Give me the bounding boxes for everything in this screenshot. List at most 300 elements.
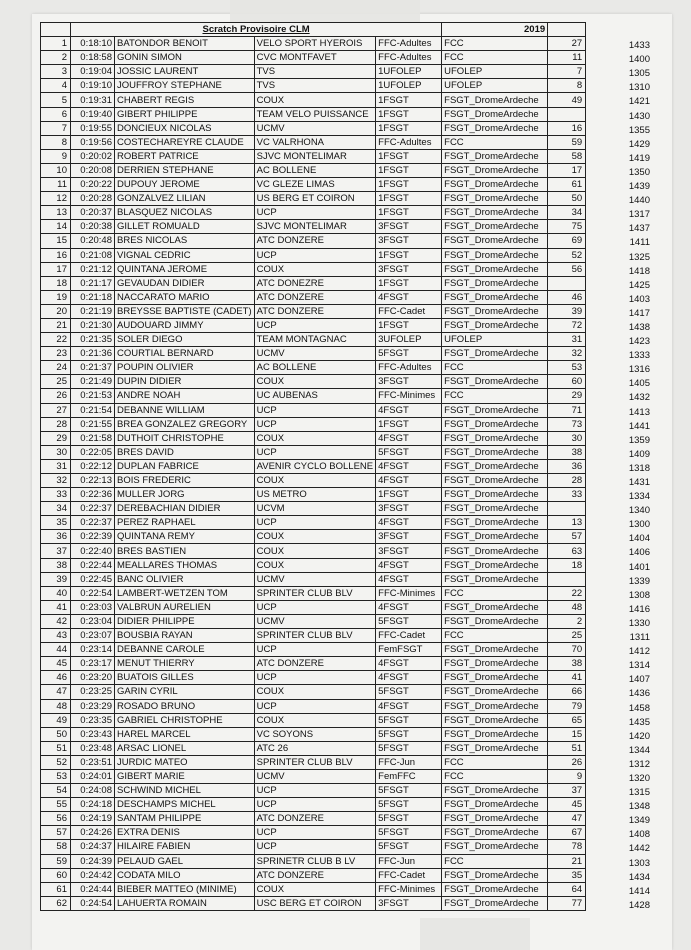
cell-time: 0:18:58 [71,51,115,65]
cell-club: UCP [254,516,376,530]
cell-name: PEREZ RAPHAEL [115,516,255,530]
cell-fed: FSGT_DromeArdeche [442,741,548,755]
cell-num: 72 [548,318,586,332]
cell-fed: UFOLEP [442,79,548,93]
cell-time: 0:24:08 [71,784,115,798]
cell-fed: FSGT_DromeArdeche [442,347,548,361]
side-number: 1349 [628,815,650,826]
cell-num: 2 [548,614,586,628]
cell-fed: FCC [442,854,548,868]
side-number: 1340 [628,505,650,516]
table-row [41,431,586,445]
table-row [41,798,586,812]
table-row [41,403,586,417]
cell-rank: 60 [41,868,71,882]
table-row [41,657,586,671]
cell-cat: 1FSGT [376,107,442,121]
side-number: 1305 [628,68,650,79]
side-number: 1317 [628,209,650,220]
side-number: 1350 [628,167,650,178]
cell-club: TEAM VELO PUISSANCE [254,107,376,121]
cell-name: JOSSIC LAURENT [115,65,255,79]
cell-fed: FSGT_DromeArdeche [442,643,548,657]
cell-time: 0:19:55 [71,121,115,135]
table-row [41,474,586,488]
table-row [41,671,586,685]
side-number: 1315 [628,787,650,798]
cell-rank: 27 [41,403,71,417]
table-row [41,685,586,699]
cell-club: UCP [254,206,376,220]
cell-time: 0:18:10 [71,37,115,51]
cell-rank: 57 [41,826,71,840]
cell-num: 11 [548,51,586,65]
cell-num: 60 [548,375,586,389]
cell-fed: FSGT_DromeArdeche [442,685,548,699]
cell-rank: 47 [41,685,71,699]
table-row [41,784,586,798]
table-row [41,37,586,51]
cell-time: 0:21:12 [71,262,115,276]
cell-time: 0:22:40 [71,544,115,558]
table-row [41,882,586,896]
cell-name: GILLET ROMUALD [115,220,255,234]
cell-fed: FSGT_DromeArdeche [442,840,548,854]
cell-name: GONIN SIMON [115,51,255,65]
cell-name: COURTIAL BERNARD [115,347,255,361]
cell-num: 26 [548,755,586,769]
cell-cat: FFC-Adultes [376,51,442,65]
cell-club: COUX [254,93,376,107]
table-row [41,389,586,403]
cell-cat: FFC-Minimes [376,389,442,403]
side-number: 1417 [628,308,650,319]
cell-club: UCP [254,643,376,657]
table-header-row [41,23,586,37]
cell-time: 0:19:31 [71,93,115,107]
cell-time: 0:23:20 [71,671,115,685]
cell-rank: 24 [41,361,71,375]
side-number: 1400 [628,54,650,65]
cell-num: 32 [548,347,586,361]
cell-name: SANTAM PHILIPPE [115,812,255,826]
side-number: 1334 [628,491,650,502]
cell-cat: 1FSGT [376,163,442,177]
cell-num: 57 [548,530,586,544]
cell-time: 0:23:03 [71,600,115,614]
cell-rank: 29 [41,431,71,445]
cell-cat: 4FSGT [376,657,442,671]
cell-num: 73 [548,417,586,431]
cell-club: SJVC MONTELIMAR [254,149,376,163]
cell-club: ATC DONZERE [254,657,376,671]
cell-rank: 33 [41,488,71,502]
table-row [41,121,586,135]
cell-name: QUINTANA REMY [115,530,255,544]
cell-num: 28 [548,474,586,488]
table-row [41,234,586,248]
table-row [41,600,586,614]
cell-club: TEAM MONTAGNAC [254,333,376,347]
cell-cat: 4FSGT [376,516,442,530]
cell-cat: 1FSGT [376,93,442,107]
cell-cat: 4FSGT [376,699,442,713]
cell-name: VIGNAL CEDRIC [115,248,255,262]
cell-club: SPRINTER CLUB BLV [254,755,376,769]
cell-time: 0:23:17 [71,657,115,671]
cell-time: 0:21:08 [71,248,115,262]
cell-rank: 14 [41,220,71,234]
table-row [41,544,586,558]
cell-time: 0:21:53 [71,389,115,403]
cell-rank: 1 [41,37,71,51]
table-row [41,643,586,657]
cell-name: DUPOUY JEROME [115,178,255,192]
cell-name: ANDRE NOAH [115,389,255,403]
side-number: 1429 [628,139,650,150]
cell-fed: FSGT_DromeArdeche [442,530,548,544]
side-number: 1355 [628,125,650,136]
table-row [41,629,586,643]
cell-fed: FSGT_DromeArdeche [442,727,548,741]
cell-fed: FSGT_DromeArdeche [442,417,548,431]
table-row [41,699,586,713]
cell-club: US BERG ET COIRON [254,192,376,206]
cell-club: TVS [254,79,376,93]
cell-cat: 5FSGT [376,741,442,755]
cell-club: UCMV [254,347,376,361]
cell-name: GIBERT MARIE [115,769,255,783]
cell-fed: FSGT_DromeArdeche [442,304,548,318]
cell-name: GIBERT PHILIPPE [115,107,255,121]
cell-name: DEBANNE CAROLE [115,643,255,657]
cell-time: 0:20:48 [71,234,115,248]
cell-cat: 5FSGT [376,445,442,459]
side-number: 1409 [628,449,650,460]
cell-club: VELO SPORT HYEROIS [254,37,376,51]
cell-club: UCP [254,798,376,812]
table-row [41,79,586,93]
cell-num: 38 [548,445,586,459]
side-number: 1344 [628,745,650,756]
cell-cat: FFC-Jun [376,755,442,769]
cell-cat: 3FSGT [376,896,442,910]
cell-time: 0:20:38 [71,220,115,234]
table-row [41,262,586,276]
cell-club: VC GLEZE LIMAS [254,178,376,192]
cell-club: COUX [254,530,376,544]
cell-time: 0:22:12 [71,459,115,473]
cell-time: 0:20:08 [71,163,115,177]
cell-cat: 5FSGT [376,614,442,628]
cell-cat: 4FSGT [376,572,442,586]
cell-cat: FFC-Cadet [376,304,442,318]
cell-rank: 13 [41,206,71,220]
side-number: 1441 [628,421,650,432]
table-row [41,840,586,854]
cell-rank: 42 [41,614,71,628]
cell-rank: 19 [41,290,71,304]
cell-club: SJVC MONTELIMAR [254,220,376,234]
cell-name: SOLER DIEGO [115,333,255,347]
cell-cat: 3FSGT [376,544,442,558]
cell-name: VALBRUN AURELIEN [115,600,255,614]
cell-rank: 10 [41,163,71,177]
cell-club: VC VALRHONA [254,135,376,149]
cell-club: UCP [254,826,376,840]
cell-name: BIEBER MATTEO (MINIME) [115,882,255,896]
side-number: 1437 [628,223,650,234]
tape-strip [230,0,420,22]
table-row [41,586,586,600]
cell-club: UCVM [254,502,376,516]
table-row [41,727,586,741]
cell-name: DERRIEN STEPHANE [115,163,255,177]
side-number: 1425 [628,280,650,291]
cell-fed: FSGT_DromeArdeche [442,276,548,290]
cell-name: BREA GONZALEZ GREGORY [115,417,255,431]
cell-club: ATC 26 [254,741,376,755]
cell-time: 0:23:07 [71,629,115,643]
cell-rank: 51 [41,741,71,755]
cell-rank: 56 [41,812,71,826]
cell-num: 63 [548,544,586,558]
cell-club: US METRO [254,488,376,502]
table-row [41,516,586,530]
cell-fed: FCC [442,769,548,783]
table-row [41,868,586,882]
cell-fed: FSGT_DromeArdeche [442,798,548,812]
cell-club: COUX [254,713,376,727]
cell-club: COUX [254,375,376,389]
table-row [41,276,586,290]
cell-club: ATC DONZERE [254,304,376,318]
cell-time: 0:24:18 [71,798,115,812]
cell-num: 22 [548,586,586,600]
table-row [41,220,586,234]
cell-fed: FSGT_DromeArdeche [442,713,548,727]
side-number: 1403 [628,294,650,305]
cell-time: 0:23:48 [71,741,115,755]
cell-cat: 4FSGT [376,431,442,445]
cell-fed: FCC [442,389,548,403]
cell-num: 79 [548,699,586,713]
cell-time: 0:21:17 [71,276,115,290]
cell-time: 0:24:44 [71,882,115,896]
cell-rank: 6 [41,107,71,121]
cell-num: 31 [548,333,586,347]
side-number: 1339 [628,576,650,587]
cell-rank: 52 [41,755,71,769]
cell-club: UCP [254,445,376,459]
cell-rank: 35 [41,516,71,530]
cell-time: 0:24:19 [71,812,115,826]
cell-name: DUTHOIT CHRISTOPHE [115,431,255,445]
table-row [41,445,586,459]
cell-name: EXTRA DENIS [115,826,255,840]
cell-cat: 1UFOLEP [376,65,442,79]
cell-num: 37 [548,784,586,798]
side-number: 1440 [628,195,650,206]
cell-cat: 1UFOLEP [376,79,442,93]
cell-rank: 8 [41,135,71,149]
side-number: 1430 [628,111,650,122]
table-row [41,854,586,868]
cell-time: 0:24:26 [71,826,115,840]
cell-fed: FCC [442,586,548,600]
cell-cat: 3FSGT [376,262,442,276]
cell-time: 0:21:54 [71,403,115,417]
side-number: 1458 [628,703,650,714]
cell-rank: 11 [41,178,71,192]
cell-fed: FSGT_DromeArdeche [442,248,548,262]
cell-rank: 23 [41,347,71,361]
cell-time: 0:22:44 [71,558,115,572]
table-row [41,741,586,755]
cell-club: ATC DONZERE [254,812,376,826]
cell-name: BRES DAVID [115,445,255,459]
cell-name: COSTECHAREYRE CLAUDE [115,135,255,149]
cell-club: SPRINETR CLUB B LV [254,854,376,868]
cell-name: NACCARATO MARIO [115,290,255,304]
cell-cat: 4FSGT [376,459,442,473]
cell-club: COUX [254,544,376,558]
cell-num: 39 [548,304,586,318]
side-number: 1431 [628,477,650,488]
cell-cat: 5FSGT [376,685,442,699]
cell-fed: FSGT_DromeArdeche [442,474,548,488]
table-row [41,459,586,473]
cell-rank: 59 [41,854,71,868]
cell-club: ATC DONZERE [254,234,376,248]
side-number: 1432 [628,392,650,403]
cell-fed: FSGT_DromeArdeche [442,403,548,417]
side-number: 1421 [628,96,650,107]
cell-time: 0:24:37 [71,840,115,854]
cell-cat: 1FSGT [376,192,442,206]
cell-num: 35 [548,868,586,882]
cell-name: BATONDOR BENOIT [115,37,255,51]
cell-name: BLASQUEZ NICOLAS [115,206,255,220]
cell-fed: FSGT_DromeArdeche [442,206,548,220]
year-label: 2019 [442,23,548,37]
cell-rank: 12 [41,192,71,206]
cell-rank: 39 [41,572,71,586]
cell-cat: 3FSGT [376,234,442,248]
side-number: 1434 [628,872,650,883]
cell-name: BOUSBIA RAYAN [115,629,255,643]
cell-club: COUX [254,558,376,572]
cell-fed: FSGT_DromeArdeche [442,502,548,516]
side-number: 1439 [628,181,650,192]
cell-fed: FSGT_DromeArdeche [442,868,548,882]
cell-cat: 1FSGT [376,149,442,163]
table-row [41,375,586,389]
cell-cat: 3FSGT [376,530,442,544]
cell-num: 71 [548,403,586,417]
side-number: 1401 [628,562,650,573]
cell-rank: 36 [41,530,71,544]
cell-name: MULLER JORG [115,488,255,502]
side-number: 1310 [628,82,650,93]
cell-rank: 45 [41,657,71,671]
table-row [41,304,586,318]
cell-rank: 4 [41,79,71,93]
cell-time: 0:22:45 [71,572,115,586]
table-row [41,361,586,375]
cell-fed: UFOLEP [442,65,548,79]
cell-cat: 5FSGT [376,713,442,727]
cell-name: DESCHAMPS MICHEL [115,798,255,812]
cell-rank: 40 [41,586,71,600]
cell-time: 0:22:54 [71,586,115,600]
side-number: 1420 [628,731,650,742]
cell-num: 70 [548,643,586,657]
cell-cat: 1FSGT [376,488,442,502]
cell-cat: 5FSGT [376,826,442,840]
header-blank [548,23,586,37]
cell-rank: 50 [41,727,71,741]
cell-rank: 32 [41,474,71,488]
cell-club: UCMV [254,769,376,783]
cell-name: DEREBACHIAN DIDIER [115,502,255,516]
cell-name: HILAIRE FABIEN [115,840,255,854]
cell-fed: FCC [442,755,548,769]
side-number: 1412 [628,646,650,657]
side-number: 1359 [628,435,650,446]
cell-cat: FFC-Minimes [376,586,442,600]
cell-fed: FSGT_DromeArdeche [442,488,548,502]
cell-time: 0:19:04 [71,65,115,79]
cell-club: VC SOYONS [254,727,376,741]
cell-time: 0:20:37 [71,206,115,220]
cell-club: COUX [254,431,376,445]
cell-name: ARSAC LIONEL [115,741,255,755]
cell-cat: 5FSGT [376,812,442,826]
cell-num [548,107,586,121]
cell-name: BREYSSE BAPTISTE (CADET) [115,304,255,318]
cell-club: UCP [254,417,376,431]
side-number: 1411 [629,237,650,248]
cell-rank: 3 [41,65,71,79]
cell-time: 0:23:51 [71,755,115,769]
table-row [41,713,586,727]
cell-time: 0:22:05 [71,445,115,459]
side-number: 1407 [628,674,650,685]
cell-num: 17 [548,163,586,177]
cell-name: HAREL MARCEL [115,727,255,741]
side-number: 1406 [628,547,650,558]
table-row [41,347,586,361]
side-number: 1404 [628,533,650,544]
cell-club: COUX [254,685,376,699]
cell-club: UC AUBENAS [254,389,376,403]
cell-fed: FSGT_DromeArdeche [442,671,548,685]
cell-cat: 1FSGT [376,417,442,431]
side-number: 1303 [628,858,650,869]
cell-name: GABRIEL CHRISTOPHE [115,713,255,727]
side-number: 1433 [628,40,650,51]
cell-time: 0:21:36 [71,347,115,361]
side-number: 1348 [628,801,650,812]
cell-time: 0:23:04 [71,614,115,628]
cell-cat: 4FSGT [376,474,442,488]
table-row [41,107,586,121]
cell-time: 0:21:35 [71,333,115,347]
cell-fed: FCC [442,361,548,375]
cell-fed: FCC [442,135,548,149]
table-row [41,896,586,910]
